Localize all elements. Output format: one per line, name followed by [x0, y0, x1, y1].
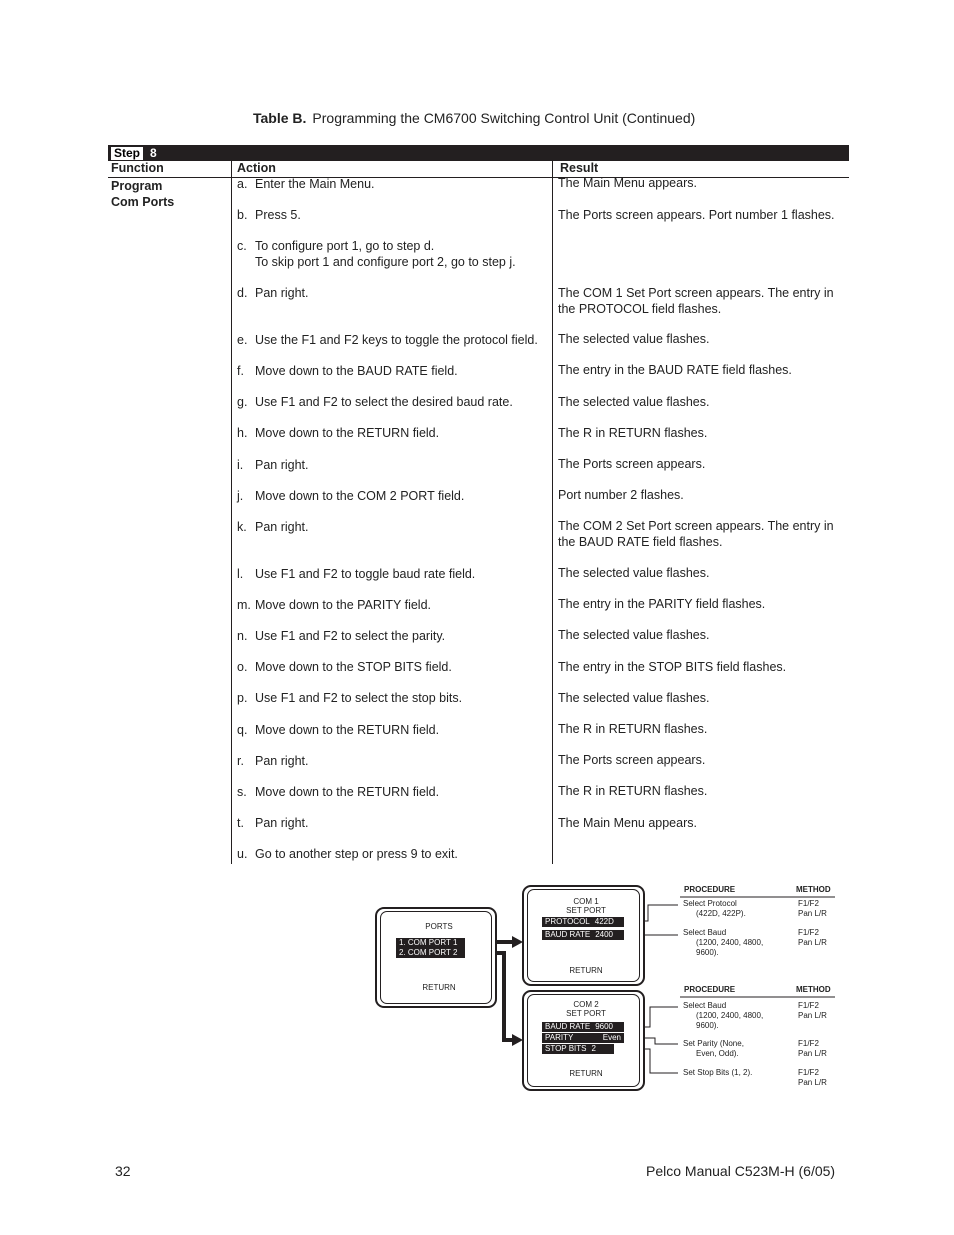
com1-subtitle: SET PORT: [566, 906, 606, 915]
function-line1: Program: [111, 179, 163, 193]
baud-rate-field: [542, 930, 624, 940]
row-letter: d.: [237, 286, 248, 300]
action-text: Press 5.: [255, 208, 301, 222]
field-label: PROTOCOL: [545, 917, 590, 926]
field-label: PARITY: [545, 1033, 574, 1042]
field-label: BAUD RATE: [545, 930, 591, 939]
result-cell: The Ports screen appears. Port number 1 flashes.: [558, 208, 835, 222]
action-cell: [237, 847, 547, 863]
row-letter: m.: [237, 598, 251, 612]
method-header: METHOD: [796, 885, 831, 894]
table-title: [253, 110, 695, 126]
field-value: 2400: [595, 930, 613, 939]
result-cell: Port number 2 flashes.: [558, 488, 684, 502]
field-value: 2: [591, 1044, 596, 1053]
function-name: [111, 178, 226, 210]
action-text: Pan right.: [255, 458, 309, 472]
action-cell: [237, 458, 547, 474]
action-text: Move down to the PARITY field.: [255, 598, 432, 612]
ports-title: PORTS: [425, 922, 453, 931]
procedure-text: Select Baud (1200, 2400, 4800, 9600).: [683, 928, 764, 957]
action-text-line2: To skip port 1 and configure port 2, go to step j.: [255, 254, 516, 269]
action-cell: [237, 754, 547, 770]
action-text: Enter the Main Menu.: [255, 177, 375, 191]
step-number: 8: [150, 146, 157, 160]
result-cell: The selected value flashes.: [558, 332, 710, 346]
field-value: 422D: [594, 917, 614, 926]
menu-item-com-port-2: 2. COM PORT 2: [396, 948, 465, 958]
action-cell: [237, 660, 547, 676]
result-cell: The Ports screen appears.: [558, 753, 706, 767]
step-label: Step: [110, 146, 144, 161]
action-cell: [237, 426, 547, 442]
procedure-text: Set Stop Bits (1, 2).: [683, 1068, 753, 1077]
action-cell: [237, 691, 547, 707]
stop-bits-field: [542, 1044, 614, 1054]
result-cell: The R in RETURN flashes.: [558, 722, 708, 736]
result-cell: The selected value flashes.: [558, 691, 710, 705]
action-text: Move down to the BAUD RATE field.: [255, 364, 458, 378]
action-cell: [237, 489, 547, 505]
row-letter: j.: [237, 489, 244, 503]
field-label: BAUD RATE: [545, 1022, 591, 1031]
baud-rate-field: [542, 1022, 624, 1032]
action-text: Move down to the RETURN field.: [255, 785, 440, 799]
column-header-result: Result: [560, 161, 599, 175]
action-cell: [237, 286, 547, 302]
result-cell: The COM 1 Set Port screen appears. The entry in the PROTOCOL field flashes.: [558, 286, 834, 316]
column-divider: [231, 161, 232, 864]
result-cell: The entry in the BAUD RATE field flashes.: [558, 363, 792, 377]
action-text: Use F1 and F2 to select the stop bits.: [255, 691, 463, 705]
result-cell: The Main Menu appears.: [558, 816, 697, 830]
action-text: Use F1 and F2 to select the parity.: [255, 629, 446, 643]
row-letter: k.: [237, 520, 247, 534]
table-label: Table B.: [253, 110, 307, 126]
action-cell: [237, 629, 547, 645]
menu-item-com-port-1: 1. COM PORT 1: [396, 938, 465, 948]
column-header-action: Action: [237, 161, 276, 175]
action-text: Pan right.: [255, 754, 309, 768]
row-letter: o.: [237, 660, 248, 674]
row-letter: b.: [237, 208, 248, 222]
protocol-field: [542, 917, 624, 927]
result-cell: The selected value flashes.: [558, 628, 710, 642]
result-cell: The selected value flashes.: [558, 566, 710, 580]
procedure-text: Select Baud (1200, 2400, 4800, 9600).: [683, 1001, 764, 1030]
row-letter: p.: [237, 691, 248, 705]
menu-flow-diagram: [370, 880, 840, 1095]
action-text: Use F1 and F2 to select the desired baud rate.: [255, 395, 513, 409]
action-cell: [237, 177, 547, 193]
result-cell: The COM 2 Set Port screen appears. The entry in the BAUD RATE field flashes.: [558, 519, 834, 549]
procedure-header: PROCEDURE: [684, 985, 736, 994]
method-header: METHOD: [796, 985, 831, 994]
row-letter: u.: [237, 847, 248, 861]
result-cell: The entry in the PARITY field flashes.: [558, 597, 766, 611]
action-cell: [237, 364, 547, 380]
column-header-function: Function: [111, 161, 164, 175]
method-text: F1/F2 Pan L/R: [798, 899, 827, 918]
row-letter: g.: [237, 395, 248, 409]
return-label: RETURN: [422, 983, 456, 992]
table-caption: Programming the CM6700 Switching Control Unit (Continued): [312, 110, 696, 126]
procedure-header: PROCEDURE: [684, 885, 736, 894]
procedure-text: Set Parity (None, Even, Odd).: [683, 1039, 744, 1058]
action-text: Move down to the COM 2 PORT field.: [255, 489, 465, 503]
row-letter: e.: [237, 333, 248, 347]
action-cell: [237, 208, 547, 224]
result-cell: The R in RETURN flashes.: [558, 784, 708, 798]
action-text: Pan right.: [255, 520, 309, 534]
result-cell: The Main Menu appears.: [558, 176, 697, 190]
action-cell: [237, 239, 547, 270]
method-text: F1/F2 Pan L/R: [798, 1068, 827, 1087]
action-cell: [237, 395, 547, 411]
result-cell: The Ports screen appears.: [558, 457, 706, 471]
field-label: STOP BITS: [545, 1044, 587, 1053]
field-value: Even: [602, 1033, 621, 1042]
row-letter: q.: [237, 723, 248, 737]
field-value: 9600: [595, 1022, 613, 1031]
action-text: Move down to the RETURN field.: [255, 426, 440, 440]
action-cell: [237, 598, 547, 614]
action-cell: [237, 816, 547, 832]
row-letter: l.: [237, 567, 244, 581]
method-text: F1/F2 Pan L/R: [798, 928, 827, 947]
row-letter: i.: [237, 458, 244, 472]
action-text: Use F1 and F2 to toggle baud rate field.: [255, 567, 476, 581]
com1-title: COM 1: [573, 897, 599, 906]
row-letter: f.: [237, 364, 244, 378]
result-cell: The entry in the STOP BITS field flashes.: [558, 660, 787, 674]
result-cell: The R in RETURN flashes.: [558, 426, 708, 440]
action-text: Pan right.: [255, 286, 309, 300]
action-cell: [237, 567, 547, 583]
action-text: Pan right.: [255, 816, 309, 830]
row-letter: n.: [237, 629, 248, 643]
row-letter: a.: [237, 177, 248, 191]
action-text: Go to another step or press 9 to exit.: [255, 847, 458, 861]
action-text: To configure port 1, go to step d.: [255, 239, 435, 253]
action-text: Move down to the STOP BITS field.: [255, 660, 452, 674]
action-cell: [237, 520, 547, 536]
parity-field: [542, 1033, 624, 1043]
return-label: RETURN: [569, 966, 603, 975]
row-letter: h.: [237, 426, 248, 440]
return-label: RETURN: [569, 1069, 603, 1078]
row-letter: c.: [237, 239, 247, 253]
row-letter: r.: [237, 754, 244, 768]
action-cell: [237, 333, 547, 349]
step-bar: [108, 145, 849, 161]
result-cell: The selected value flashes.: [558, 395, 710, 409]
function-line2: Com Ports: [111, 195, 175, 209]
method-text: F1/F2 Pan L/R: [798, 1001, 827, 1020]
action-cell: [237, 785, 547, 801]
action-cell: [237, 723, 547, 739]
column-divider: [552, 161, 553, 864]
row-letter: t.: [237, 816, 244, 830]
action-text: Use the F1 and F2 keys to toggle the protocol field.: [255, 333, 538, 347]
com2-title: COM 2: [573, 1000, 599, 1009]
action-text: Move down to the RETURN field.: [255, 723, 440, 737]
page-number: 32: [115, 1163, 131, 1179]
method-text: F1/F2 Pan L/R: [798, 1039, 827, 1058]
manual-reference: Pelco Manual C523M-H (6/05): [646, 1163, 836, 1179]
procedure-text: Select Protocol (422D, 422P).: [683, 899, 746, 918]
com2-subtitle: SET PORT: [566, 1009, 606, 1018]
row-letter: s.: [237, 785, 247, 799]
